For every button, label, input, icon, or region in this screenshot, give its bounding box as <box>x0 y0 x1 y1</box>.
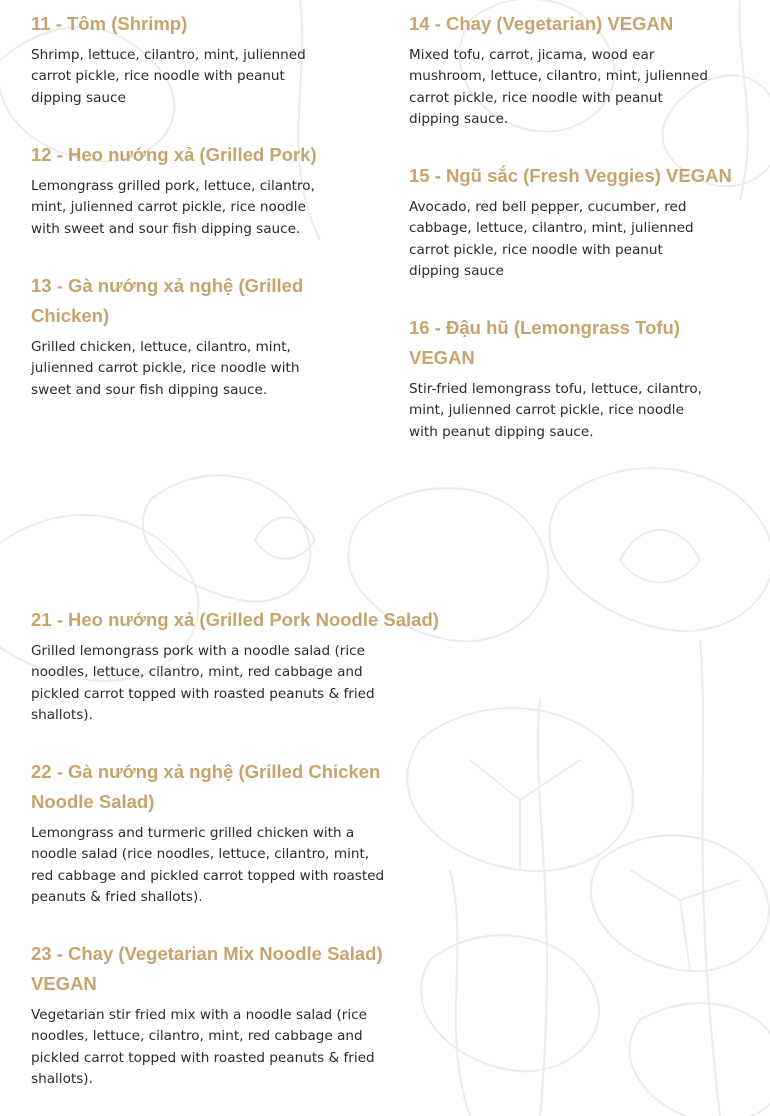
lotus-flower-shape <box>620 530 700 583</box>
menu-item-title: 21 - Heo nướng xả (Grilled Pork Noodle Salad) <box>31 609 439 630</box>
menu-item-11 <box>31 9 321 109</box>
lotus-flower-shape <box>255 518 315 559</box>
menu-item-title: 15 - Ngũ sắc (Fresh Veggies) VEGAN <box>409 165 732 186</box>
menu-item-description: Grilled lemongrass pork with a noodle salad (rice noodles, lettuce, cilantro, mint, red cabbage and pickled carrot topped with roasted peanuts & fried shallots). <box>31 643 375 723</box>
menu-item-12 <box>31 140 321 240</box>
menu-item-description: Shrimp, lettuce, cilantro, mint, julienned carrot pickle, rice noodle with peanut dipping sauce <box>31 47 306 106</box>
menu-item-description: Mixed tofu, carrot, jicama, wood ear mushroom, lettuce, cilantro, mint, julienned carrot pickle, rice noodle with peanut dipping sauce. <box>409 47 708 127</box>
menu-item-title: 22 - Gà nướng xả nghệ (Grilled Chicken Noodle Salad) <box>31 761 381 812</box>
menu-item-14 <box>409 9 709 130</box>
menu-item-description: Grilled chicken, lettuce, cilantro, mint, julienned carrot pickle, rice noodle with sweet and sour fish dipping sauce. <box>31 339 300 398</box>
lotus-stem-shape <box>450 870 470 1116</box>
menu-item-title: 16 - Đậu hũ (Lemongrass Tofu) VEGAN <box>409 317 681 368</box>
menu-item-13 <box>31 271 321 401</box>
lotus-leaf-shape <box>421 935 599 1071</box>
menu-item-description: Stir-fried lemongrass tofu, lettuce, cilantro, mint, julienned carrot pickle, rice noodle with peanut dipping sauce. <box>409 381 702 440</box>
menu-item-title: 13 - Gà nướng xả nghệ (Grilled Chicken) <box>31 275 304 326</box>
menu-item-22 <box>31 757 391 908</box>
menu-item-description: Vegetarian stir fried mix with a noodle salad (rice noodles, lettuce, cilantro, mint, red cabbage and pickled carrot topped with roasted peanuts & fried shallots). <box>31 1007 375 1087</box>
lotus-leaf-shape <box>549 468 770 631</box>
lotus-leaf-shape <box>143 475 311 601</box>
menu-item-description: Lemongrass and turmeric grilled chicken with a noodle salad (rice noodles, lettuce, cilantro, mint, red cabbage and pickled carrot topped with roasted peanuts & fried shallots). <box>31 825 385 905</box>
menu-item-title: 12 - Heo nướng xả (Grilled Pork) <box>31 144 317 165</box>
menu-item-title: 14 - Chay (Vegetarian) VEGAN <box>409 13 674 34</box>
lotus-stem-shape <box>700 640 720 1116</box>
menu-item-description: Avocado, red bell pepper, cucumber, red cabbage, lettuce, cilantro, mint, julienned carrot pickle, rice noodle with peanut dipping sauce <box>409 199 694 279</box>
menu-item-15 <box>409 161 749 282</box>
lotus-leaf-vein <box>630 870 740 970</box>
menu-item-title: 23 - Chay (Vegetarian Mix Noodle Salad) VEGAN <box>31 943 383 994</box>
lotus-leaf-shape <box>630 1003 770 1116</box>
menu-item-21 <box>31 605 461 726</box>
menu-item-23 <box>31 939 391 1090</box>
menu-item-title: 11 - Tôm (Shrimp) <box>31 13 188 34</box>
lotus-stem-shape <box>538 700 547 1116</box>
lotus-leaf-vein <box>470 760 580 870</box>
menu-item-16 <box>409 313 709 443</box>
menu-item-description: Lemongrass grilled pork, lettuce, cilantro, mint, julienned carrot pickle, rice noodle with sweet and sour fish dipping sauce. <box>31 178 315 237</box>
